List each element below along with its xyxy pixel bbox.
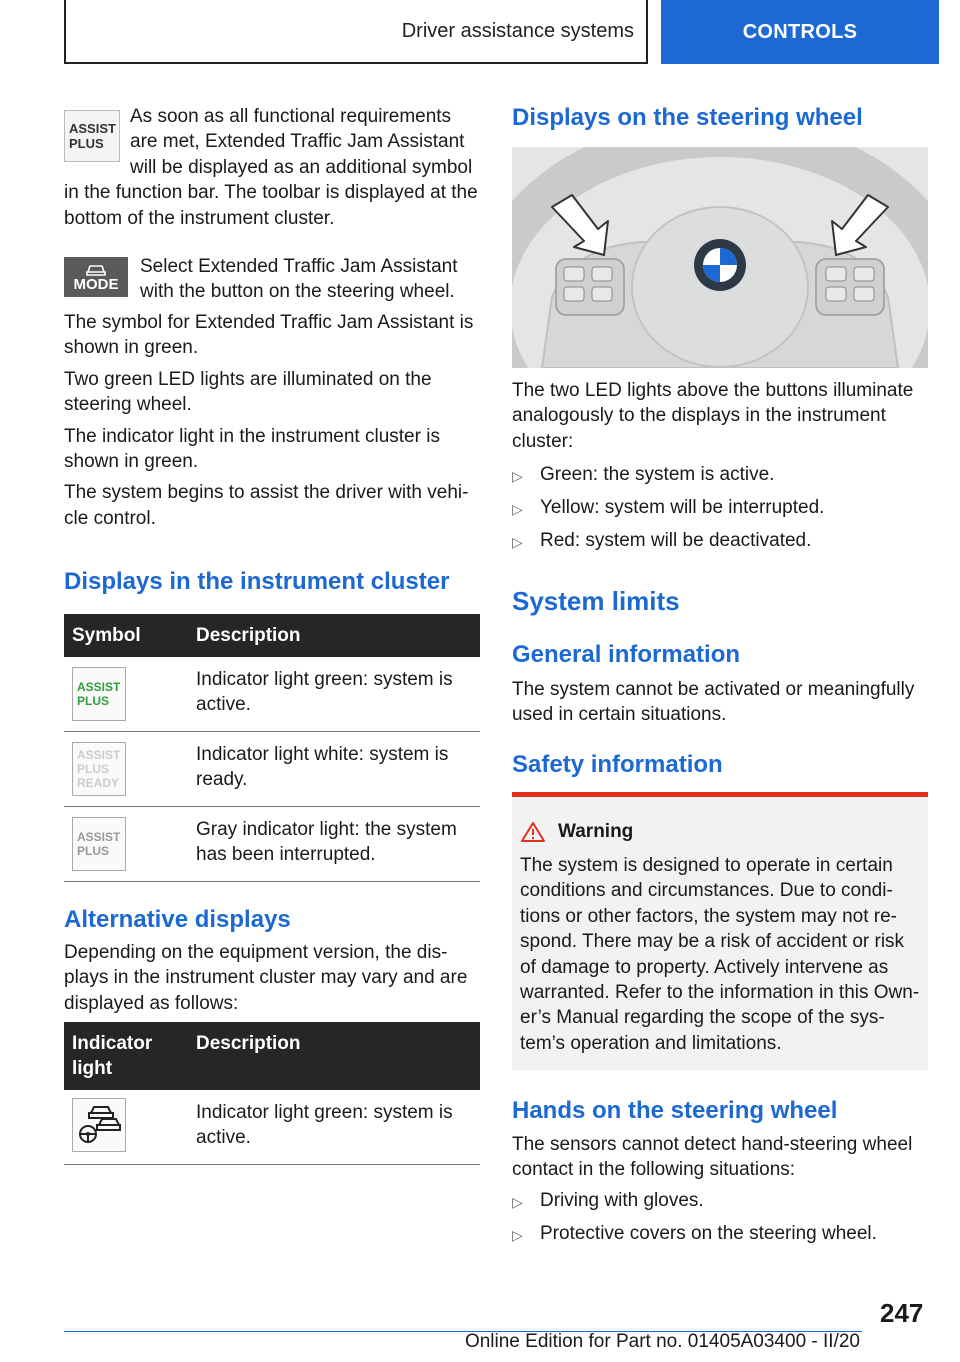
bullet-text: Green: the system is active. — [540, 464, 775, 485]
assist-icon-line2: PLUS — [69, 136, 104, 151]
assist-icon-line1: ASSIST — [69, 121, 116, 136]
row-description: Gray indicator light: the system has been interrupted. — [188, 807, 480, 882]
alternative-displays-heading: Alternative displays — [64, 906, 291, 933]
section-title: Driver assistance systems — [401, 19, 634, 42]
list-item — [512, 495, 928, 522]
icon-text: PLUS — [77, 762, 110, 776]
assist-plus-ready-icon — [72, 742, 126, 796]
table-row — [64, 732, 480, 807]
indicator-table — [64, 1022, 480, 1165]
bullet-text: Yellow: system will be interrupted. — [540, 497, 825, 518]
steering-wheel-illustration — [512, 147, 928, 368]
table-row — [64, 807, 480, 882]
general-information-heading: General information — [512, 641, 741, 668]
table-row — [64, 1090, 480, 1165]
alternative-displays-text: Depending on the equipment version, the displays in the instrument cluster may vary and are displayed as follows: — [64, 942, 468, 1014]
para-indicator: The indicator light in the instrument cluster is shown in green. — [64, 425, 440, 473]
list-item — [512, 1221, 928, 1248]
bullet-text: Protective covers on the steering wheel. — [540, 1223, 877, 1244]
icon-text: ASSIST — [77, 748, 121, 762]
bullet-triangle-icon: ▷ — [512, 468, 523, 484]
table-header-indicator: Indicator light — [64, 1022, 188, 1090]
warning-box — [512, 792, 928, 1070]
table-row — [64, 657, 480, 732]
para-symbol-green: The symbol for Extended Traffic Jam Assistant is shown in green. — [64, 312, 474, 359]
table-header-symbol: Symbol — [64, 614, 188, 657]
intro-text: As soon as all functional requirements are met, Extended Traffic Jam Assistant will be displayed as an additional symbol in the function bar. The toolbar is displayed at the bottom of the instrument cluster. — [64, 106, 478, 229]
general-information-text: The system cannot be activated or meaningfully used in certain situations. — [512, 679, 915, 726]
list-item — [512, 528, 928, 555]
safety-information-heading: Safety information — [512, 751, 723, 778]
hands-bullet-list — [512, 1188, 928, 1248]
steering-car-icon — [72, 1098, 126, 1152]
intro-paragraph — [64, 104, 480, 231]
chapter-title: CONTROLS — [742, 20, 858, 43]
left-paragraphs — [64, 310, 480, 531]
icon-text: PLUS — [77, 844, 110, 858]
page-number: 247 — [880, 1298, 924, 1328]
car-icon — [85, 262, 107, 276]
warning-text: The system is designed to operate in certain conditions and circumstances. Due to conditions or other factors, the system may not respond. There may be a risk of accident or risk of damage to property. Actively intervene as warranted. Refer to the information in this Owner’s Manual regarding the scope of the system’s operation and limitations. — [520, 855, 920, 1054]
symbol-table — [64, 614, 480, 882]
bullet-text: Driving with gloves. — [540, 1190, 704, 1211]
row-description: Indicator light green: system is active. — [188, 1090, 480, 1165]
mode-label: MODE — [73, 275, 119, 293]
list-item — [512, 1188, 928, 1215]
led-bullet-list — [512, 462, 928, 555]
displays-instrument-heading: Displays in the instrument cluster — [64, 568, 450, 595]
bullet-triangle-icon: ▷ — [512, 1194, 523, 1210]
steering-wheel-text: The two LED lights above the buttons illuminate analogously to the displays in the instrument cluster: — [512, 380, 914, 452]
icon-text: PLUS — [77, 694, 110, 708]
header-chapter-tab[interactable] — [661, 0, 939, 64]
mode-button-icon — [64, 257, 128, 297]
warning-title-row — [520, 821, 920, 843]
hands-on-wheel-text: The sensors cannot detect hand-steering wheel contact in the following situations: — [512, 1134, 913, 1181]
table-header-description: Description — [188, 614, 480, 657]
bullet-triangle-icon: ▷ — [512, 1227, 523, 1243]
edition-text: Online Edition for Part no. 01405A03400 - II/20 — [464, 1331, 860, 1352]
row-description: Indicator light white: system is ready. — [188, 732, 480, 807]
row-description: Indicator light green: system is active. — [188, 657, 480, 732]
assist-plus-gray-icon — [72, 817, 126, 871]
warning-title: Warning — [558, 821, 634, 842]
steering-wheel-displays-heading: Displays on the steering wheel — [512, 104, 863, 131]
warning-triangle-icon — [520, 821, 546, 843]
bullet-triangle-icon: ▷ — [512, 534, 523, 550]
para-led-lights: Two green LED lights are illuminated on the steering wheel. — [64, 368, 432, 416]
para-assist: The system begins to assist the driver with vehicle control. — [64, 482, 469, 529]
header-section-title — [64, 0, 648, 64]
icon-text: ASSIST — [77, 680, 121, 694]
table-header-description: Description — [188, 1022, 480, 1090]
bullet-triangle-icon: ▷ — [512, 501, 523, 517]
system-limits-heading: System limits — [512, 586, 680, 616]
hands-on-wheel-heading: Hands on the steering wheel — [512, 1097, 838, 1124]
bullet-text: Red: system will be deactivated. — [540, 530, 812, 551]
icon-text: ASSIST — [77, 830, 121, 844]
assist-plus-green-icon — [72, 667, 126, 721]
icon-text: READY — [77, 776, 120, 790]
mode-text: Select Extended Traffic Jam Assistant with the button on the steering wheel. — [140, 256, 458, 303]
list-item — [512, 462, 928, 489]
steering-wheel-image — [512, 147, 928, 368]
